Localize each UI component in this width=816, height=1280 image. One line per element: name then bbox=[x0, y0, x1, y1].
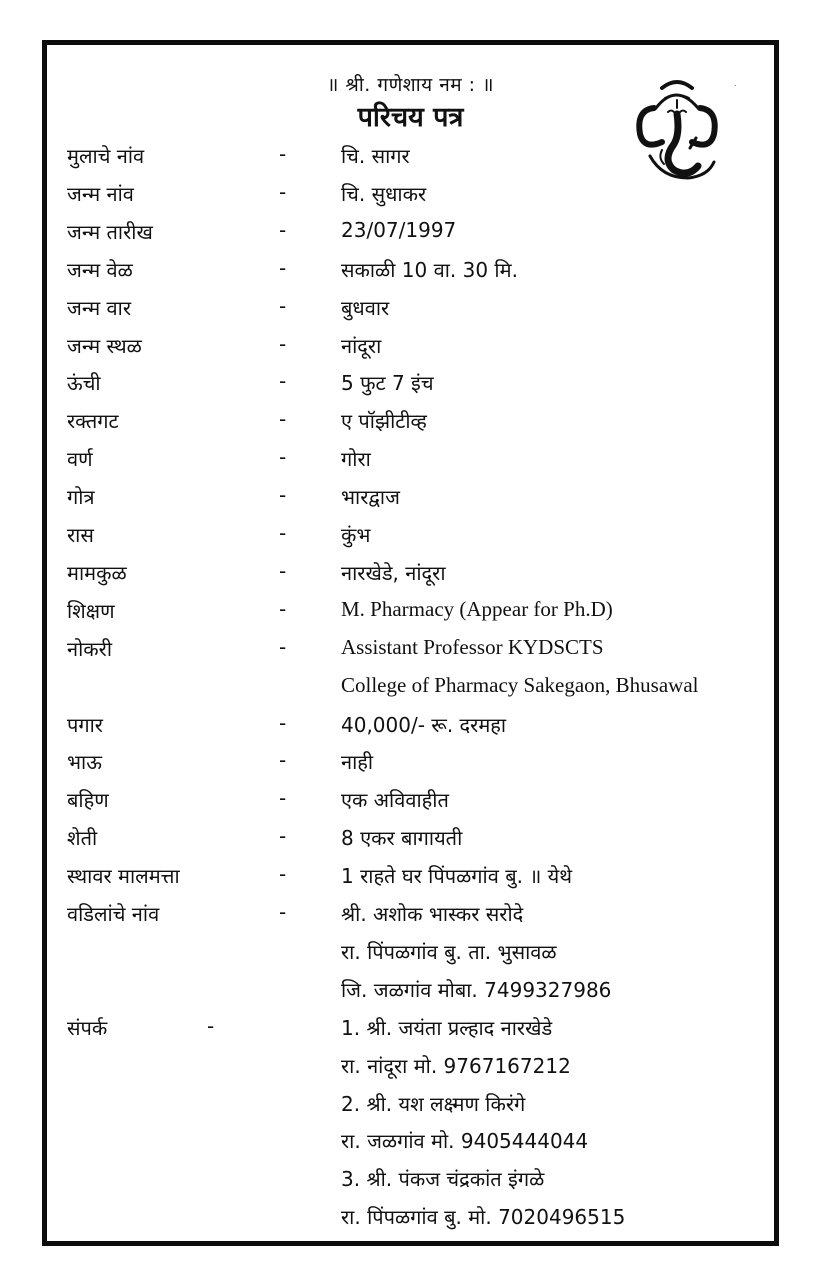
field-label: रक्तगट bbox=[67, 409, 119, 434]
detail-row bbox=[47, 1165, 774, 1203]
detail-row bbox=[47, 976, 774, 1014]
field-label: बहिण bbox=[67, 788, 109, 813]
field-separator: - bbox=[207, 1013, 215, 1038]
field-label: भाऊ bbox=[67, 750, 102, 775]
field-label: वडिलांचे नांव bbox=[67, 902, 160, 926]
field-separator: - bbox=[279, 824, 287, 849]
field-separator: - bbox=[279, 596, 287, 621]
detail-row bbox=[47, 1203, 774, 1241]
field-value: 40,000/- रू. दरमहा bbox=[341, 712, 507, 737]
detail-row bbox=[47, 142, 774, 180]
detail-row bbox=[47, 1127, 774, 1165]
detail-row bbox=[47, 180, 774, 218]
detail-row bbox=[47, 1052, 774, 1090]
field-separator: - bbox=[279, 786, 287, 811]
field-separator: - bbox=[279, 369, 287, 394]
detail-row bbox=[47, 1090, 774, 1128]
field-separator: - bbox=[279, 710, 287, 735]
field-separator: - bbox=[279, 445, 287, 470]
detail-row bbox=[47, 900, 774, 938]
field-value: भारद्वाज bbox=[341, 485, 400, 510]
detail-row bbox=[47, 748, 774, 786]
field-separator: - bbox=[279, 293, 287, 318]
field-label: जन्म वार bbox=[67, 295, 131, 320]
detail-row bbox=[47, 711, 774, 749]
field-separator: - bbox=[279, 331, 287, 356]
field-value: चि. सुधाकर bbox=[341, 181, 427, 206]
field-value: ए पॉझीटीव्ह bbox=[341, 409, 427, 434]
field-separator: - bbox=[279, 217, 287, 242]
detail-row bbox=[47, 407, 774, 445]
field-label: मामकुळ bbox=[67, 560, 127, 585]
biodata-card: ॥ श्री. गणेशाय नम : ॥ परिचय पत्र . मुलाचे नांव - चि. सागर जन्म नांव - चि. सुधाकर जन्म तारीख - 23/07/1997 जन्म वेळ - सकाळी 10 वा. 30 मि. जन्म वार - बुधवार जन्म स्थळ - नांदूरा ऊंची - 5 फुट 7 इंच रक्तगट - ए पॉझीटीव्ह वर्ण - गोरा गोत्र - भारद्वाज रास - कुंभ मामकुळ - नारखेडे, नांदूरा शिक्षण - M. Pharmacy (Appear for Ph.D) नोकरी - Assistant Professor KYDSCTS College of Pharmacy Sakegaon, Bhusawal पगार - 40,000/- रू. दरमहा भाऊ - नाही बहिण - एक अविवाहीत शेती - 8 एकर बागायती स्थावर मालमत्ता - 1 राहते घर पिंपळगांव बु. ॥ येथे वडिलांचे नांव - श्री. अशोक भास्कर सरोदे रा. पिंपळगांव बु. ता. भुसावळ जि. जळगांव मोबा. 7499327986 संपर्क - 1. श्री. जयंता प्रल्हाद नारखेडे रा. नांदूरा मो. 9767167212 2. श्री. यश लक्ष्मण किरंगे रा. जळगांव मो. 9405444044 3. श्री. पंकज चंद्रकांत इंगळे रा. पिंपळगांव बु. मो. 7020496515 bbox=[42, 40, 779, 1246]
field-separator: - bbox=[279, 521, 287, 545]
field-value: 3. श्री. पंकज चंद्रकांत इंगळे bbox=[341, 1167, 545, 1192]
field-value: रा. पिंपळगांव बु. मो. 7020496515 bbox=[341, 1205, 626, 1230]
field-label: स्थावर मालमत्ता bbox=[67, 864, 180, 889]
detail-row bbox=[47, 521, 774, 559]
detail-row bbox=[47, 483, 774, 521]
field-value: नाही bbox=[341, 750, 374, 775]
field-value: 2. श्री. यश लक्ष्मण किरंगे bbox=[341, 1091, 526, 1116]
field-label: शिक्षण bbox=[67, 598, 115, 623]
field-label: नोकरी bbox=[67, 636, 112, 661]
field-value: नारखेडे, नांदूरा bbox=[341, 560, 446, 585]
detail-row bbox=[47, 332, 774, 370]
field-value: 1. श्री. जयंता प्रल्हाद नारखेडे bbox=[341, 1015, 553, 1040]
field-value: सकाळी 10 वा. 30 मि. bbox=[341, 257, 518, 282]
field-value: 23/07/1997 bbox=[341, 217, 457, 242]
detail-row bbox=[47, 369, 774, 407]
field-value: गोरा bbox=[341, 447, 371, 472]
field-value: M. Pharmacy (Appear for Ph.D) bbox=[341, 596, 613, 621]
field-separator: - bbox=[279, 179, 287, 204]
field-label: गोत्र bbox=[67, 485, 95, 510]
field-value: एक अविवाहीत bbox=[341, 788, 449, 813]
detail-row bbox=[47, 635, 774, 673]
detail-row bbox=[47, 559, 774, 597]
field-separator: - bbox=[279, 634, 287, 659]
field-value: रा. जळगांव मो. 9405444044 bbox=[341, 1129, 589, 1154]
field-label: जन्म वेळ bbox=[67, 257, 133, 282]
field-value: जि. जळगांव मोबा. 7499327986 bbox=[341, 977, 612, 1002]
field-value: कुंभ bbox=[341, 523, 371, 547]
field-value: श्री. अशोक भास्कर सरोदे bbox=[341, 902, 524, 926]
detail-row bbox=[47, 1014, 774, 1052]
detail-row bbox=[47, 673, 774, 711]
detail-row bbox=[47, 938, 774, 976]
field-value: बुधवार bbox=[341, 295, 390, 320]
field-value: नांदूरा bbox=[341, 333, 382, 358]
field-label: ऊंची bbox=[67, 371, 101, 396]
field-value: College of Pharmacy Sakegaon, Bhusawal bbox=[341, 672, 699, 697]
detail-row bbox=[47, 597, 774, 635]
field-value: 1 राहते घर पिंपळगांव बु. ॥ येथे bbox=[341, 864, 573, 889]
field-value: 8 एकर बागायती bbox=[341, 826, 463, 851]
field-label: मुलाचे नांव bbox=[67, 144, 145, 168]
field-label: वर्ण bbox=[67, 447, 93, 472]
field-value: चि. सागर bbox=[341, 144, 410, 168]
detail-row bbox=[47, 294, 774, 332]
detail-row bbox=[47, 256, 774, 294]
field-separator: - bbox=[279, 900, 287, 924]
invocation-heading: ॥ श्री. गणेशाय नम : ॥ bbox=[327, 74, 494, 96]
field-value: Assistant Professor KYDSCTS bbox=[341, 634, 604, 659]
field-separator: - bbox=[279, 558, 287, 583]
detail-row bbox=[47, 862, 774, 900]
field-label: रास bbox=[67, 523, 94, 547]
detail-row bbox=[47, 218, 774, 256]
field-separator: - bbox=[279, 483, 287, 508]
field-label: पगार bbox=[67, 712, 103, 737]
field-separator: - bbox=[279, 142, 287, 166]
field-label: जन्म स्थळ bbox=[67, 333, 142, 358]
field-value: 5 फुट 7 इंच bbox=[341, 371, 434, 396]
field-label: जन्म तारीख bbox=[67, 219, 153, 244]
detail-row bbox=[47, 824, 774, 862]
page-title: परिचय पत्र bbox=[357, 102, 464, 133]
field-label: जन्म नांव bbox=[67, 181, 134, 206]
detail-row bbox=[47, 445, 774, 483]
field-separator: - bbox=[279, 862, 287, 887]
field-value: रा. नांदूरा मो. 9767167212 bbox=[341, 1053, 571, 1078]
field-separator: - bbox=[279, 748, 287, 773]
field-label: संपर्क bbox=[67, 1015, 108, 1040]
field-separator: - bbox=[279, 255, 287, 280]
field-label: शेती bbox=[67, 826, 98, 851]
field-value: रा. पिंपळगांव बु. ता. भुसावळ bbox=[341, 939, 557, 964]
field-separator: - bbox=[279, 407, 287, 432]
detail-row bbox=[47, 786, 774, 824]
